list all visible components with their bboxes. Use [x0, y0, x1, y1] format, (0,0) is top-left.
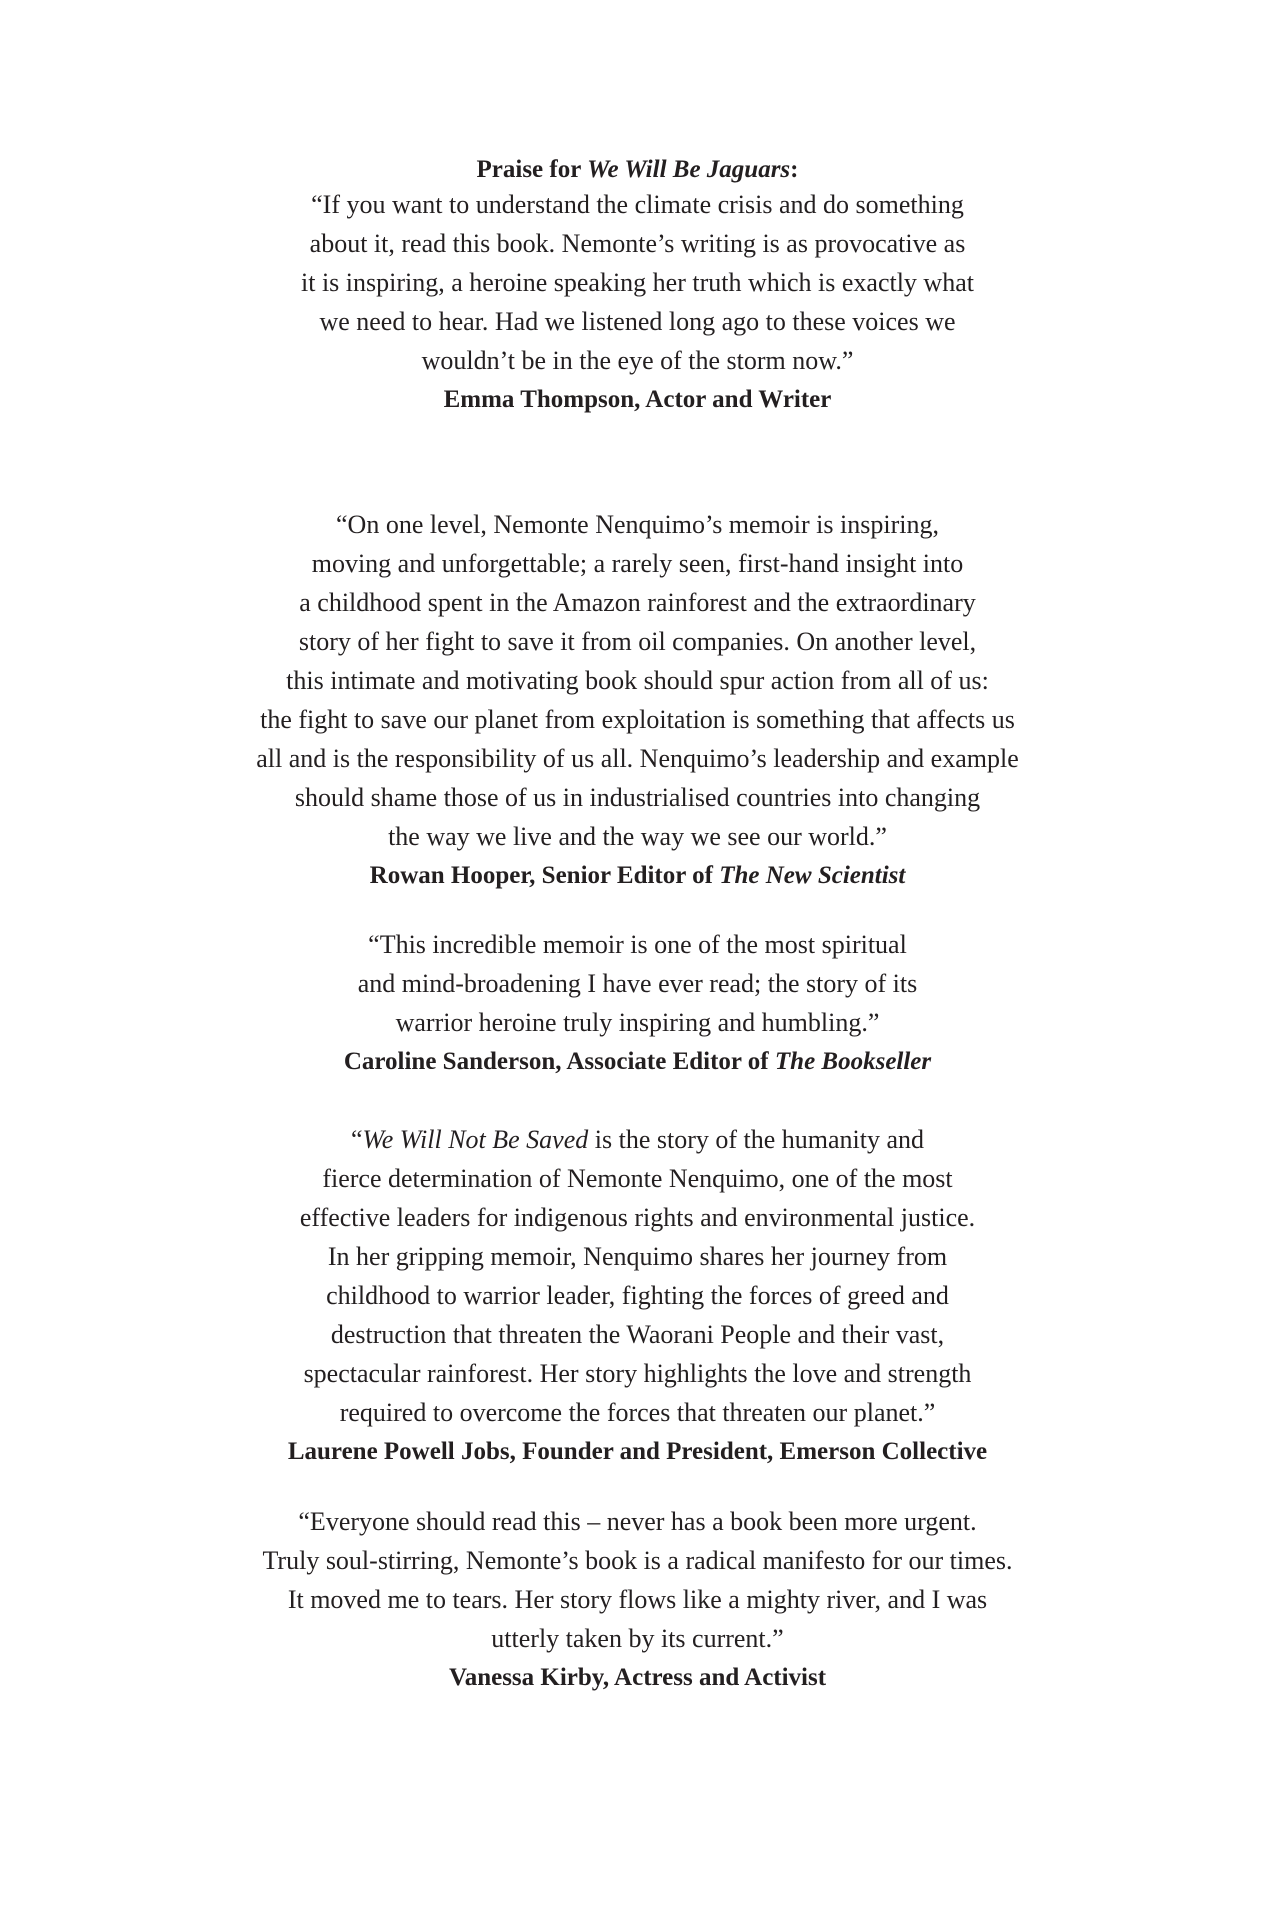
quote-line: all and is the responsibility of us all. Nenquimo’s leadership and example: [256, 744, 1019, 773]
quote-block-caroline-sanderson: [180, 925, 1095, 1081]
attribution-name: Rowan Hooper, Senior Editor of: [369, 862, 720, 889]
quote-line: fierce determination of Nemonte Nenquimo, one of the most: [322, 1164, 953, 1193]
quote-line: “Everyone should read this – never has a book been more urgent.: [298, 1507, 977, 1536]
quote-line: it is inspiring, a heroine speaking her truth which is exactly what: [301, 268, 974, 297]
quote-line: wouldn’t be in the eye of the storm now.”: [421, 346, 854, 375]
quote-block-laurene-powell-jobs: [180, 1120, 1095, 1471]
quote-line: a childhood spent in the Amazon rainforest and the extraordinary: [299, 588, 976, 617]
quote-block-rowan-hooper: [180, 505, 1095, 895]
open-quote: “: [350, 1125, 363, 1154]
quote-line: childhood to warrior leader, fighting the forces of greed and: [326, 1281, 949, 1310]
quote-attribution: Emma Thompson, Actor and Writer: [443, 386, 832, 413]
quote-line: should shame those of us in industrialised countries into changing: [294, 783, 981, 812]
page-heading: [0, 152, 1275, 188]
quote-block-emma-thompson: [180, 185, 1095, 419]
quote-line: “If you want to understand the climate crisis and do something: [311, 190, 964, 219]
quote-line: “On one level, Nemonte Nenquimo’s memoir is inspiring,: [336, 510, 939, 539]
quote-line-rest: is the story of the humanity and: [588, 1125, 925, 1154]
quote-line: In her gripping memoir, Nenquimo shares her journey from: [327, 1242, 948, 1271]
attribution-publication: The New Scientist: [719, 862, 906, 889]
quote-attribution: Vanessa Kirby, Actress and Activist: [448, 1664, 827, 1691]
quote-line: and mind-broadening I have ever read; the story of its: [357, 969, 918, 998]
quote-block-vanessa-kirby: [180, 1502, 1095, 1697]
quote-line: destruction that threaten the Waorani People and their vast,: [330, 1320, 945, 1349]
quote-attribution: Laurene Powell Jobs, Founder and President, Emerson Collective: [287, 1438, 988, 1465]
quote-line: this intimate and motivating book should spur action from all of us:: [286, 666, 989, 695]
quote-line: the way we live and the way we see our world.”: [388, 822, 887, 851]
attribution-name: Caroline Sanderson, Associate Editor of: [343, 1048, 775, 1075]
quote-attribution: [180, 856, 1095, 895]
heading-prefix: Praise for: [476, 156, 588, 183]
quote-line: required to overcome the forces that threaten our planet.”: [339, 1398, 936, 1427]
attribution-publication: The Bookseller: [774, 1048, 932, 1075]
quote-line: Truly soul-stirring, Nemonte’s book is a radical manifesto for our times.: [262, 1546, 1013, 1575]
quote-line: we need to hear. Had we listened long ago to these voices we: [319, 307, 956, 336]
quoted-book-title: We Will Not Be Saved: [362, 1125, 589, 1154]
quote-line: spectacular rainforest. Her story highlights the love and strength: [303, 1359, 972, 1388]
quote-line: It moved me to tears. Her story flows like a mighty river, and I was: [287, 1585, 988, 1614]
heading-book-title: We Will Be Jaguars: [587, 156, 791, 183]
quote-line: “This incredible memoir is one of the most spiritual: [368, 930, 907, 959]
quote-line: moving and unforgettable; a rarely seen, first-hand insight into: [311, 549, 964, 578]
quote-line: warrior heroine truly inspiring and humbling.”: [395, 1008, 880, 1037]
quote-line: utterly taken by its current.”: [491, 1624, 784, 1653]
quote-line: effective leaders for indigenous rights and environmental justice.: [299, 1203, 976, 1232]
quote-line: story of her fight to save it from oil companies. On another level,: [298, 627, 977, 656]
quote-line: the fight to save our planet from exploitation is something that affects us: [260, 705, 1015, 734]
quote-line: [180, 1120, 1095, 1159]
quote-attribution: [180, 1042, 1095, 1081]
quote-line: about it, read this book. Nemonte’s writing is as provocative as: [309, 229, 966, 258]
heading-suffix: :: [790, 156, 799, 183]
